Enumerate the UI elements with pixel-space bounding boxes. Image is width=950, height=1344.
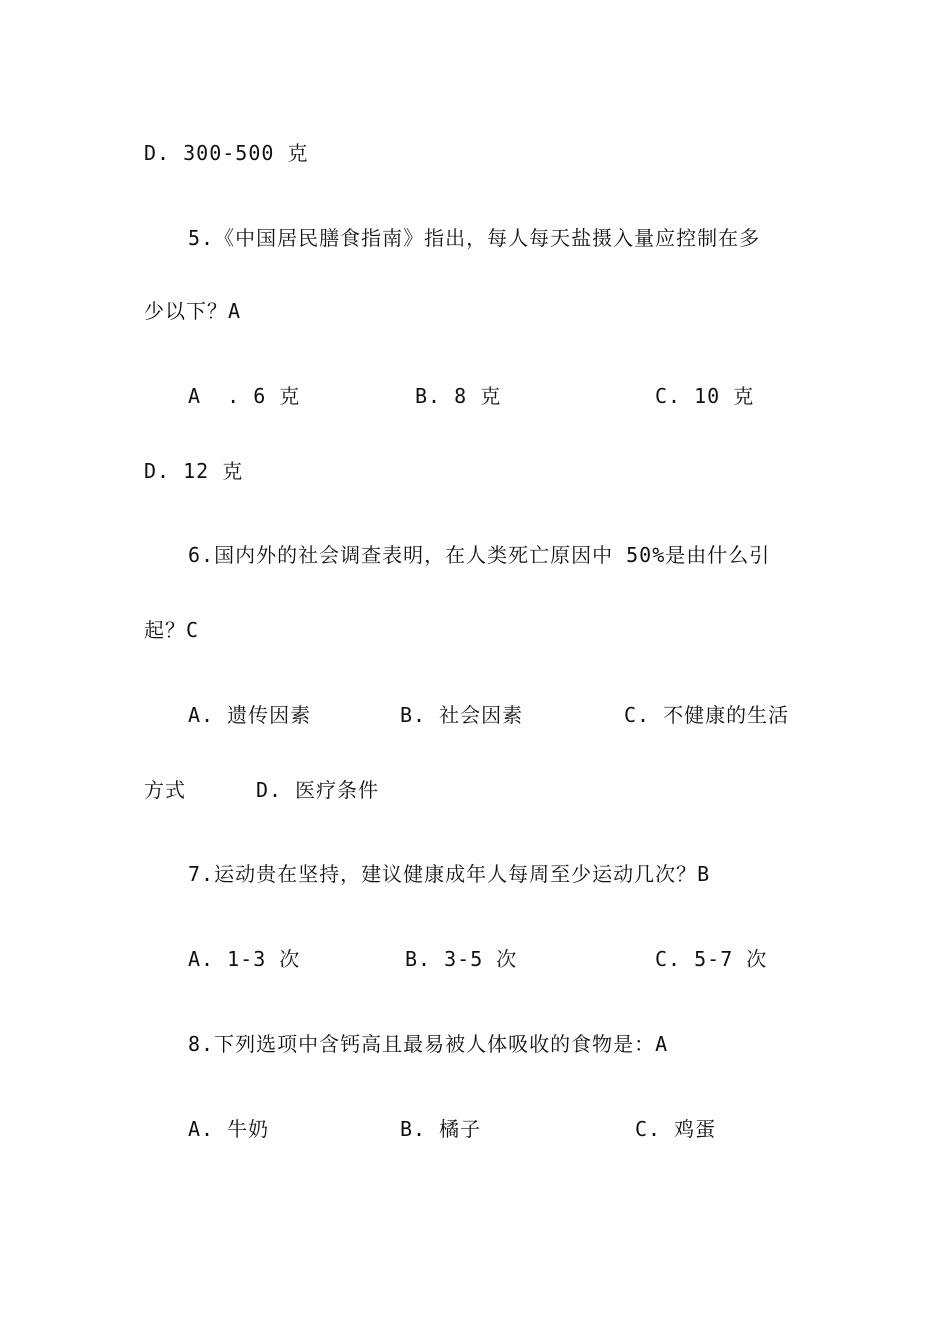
- q5-question-line1: 5.《中国居民膳食指南》指出，每人每天盐摄入量应控制在多: [188, 226, 761, 250]
- q5-option-b: B. 8 克: [415, 384, 502, 408]
- q6-option-c-continued: 方式: [144, 778, 186, 802]
- q7-option-c: C. 5-7 次: [655, 947, 768, 971]
- q6-option-a: A. 遗传因素: [188, 703, 312, 727]
- q7-option-b: B. 3-5 次: [405, 947, 518, 971]
- q5-question-line2: 少以下？A: [144, 299, 242, 323]
- q5-option-a: A . 6 克: [188, 384, 301, 408]
- q6-option-b: B. 社会因素: [400, 703, 524, 727]
- q7-option-a: A. 1-3 次: [188, 947, 301, 971]
- q8-question: 8.下列选项中含钙高且最易被人体吸收的食物是：A: [188, 1032, 669, 1056]
- q8-option-a: A. 牛奶: [188, 1117, 270, 1141]
- q5-option-c: C. 10 克: [655, 384, 755, 408]
- q5-option-d: D. 12 克: [144, 459, 244, 483]
- q6-option-c: C. 不健康的生活: [624, 703, 790, 727]
- q6-question-line2: 起？C: [144, 618, 200, 642]
- q6-question-line1: 6.国内外的社会调查表明，在人类死亡原因中 50%是由什么引: [188, 543, 771, 567]
- q4-option-d: D. 300-500 克: [144, 141, 309, 165]
- q8-option-c: C. 鸡蛋: [635, 1117, 717, 1141]
- q6-option-d: D. 医疗条件: [256, 778, 380, 802]
- q8-option-b: B. 橘子: [400, 1117, 482, 1141]
- q7-question: 7.运动贵在坚持，建议健康成年人每周至少运动几次？B: [188, 862, 711, 886]
